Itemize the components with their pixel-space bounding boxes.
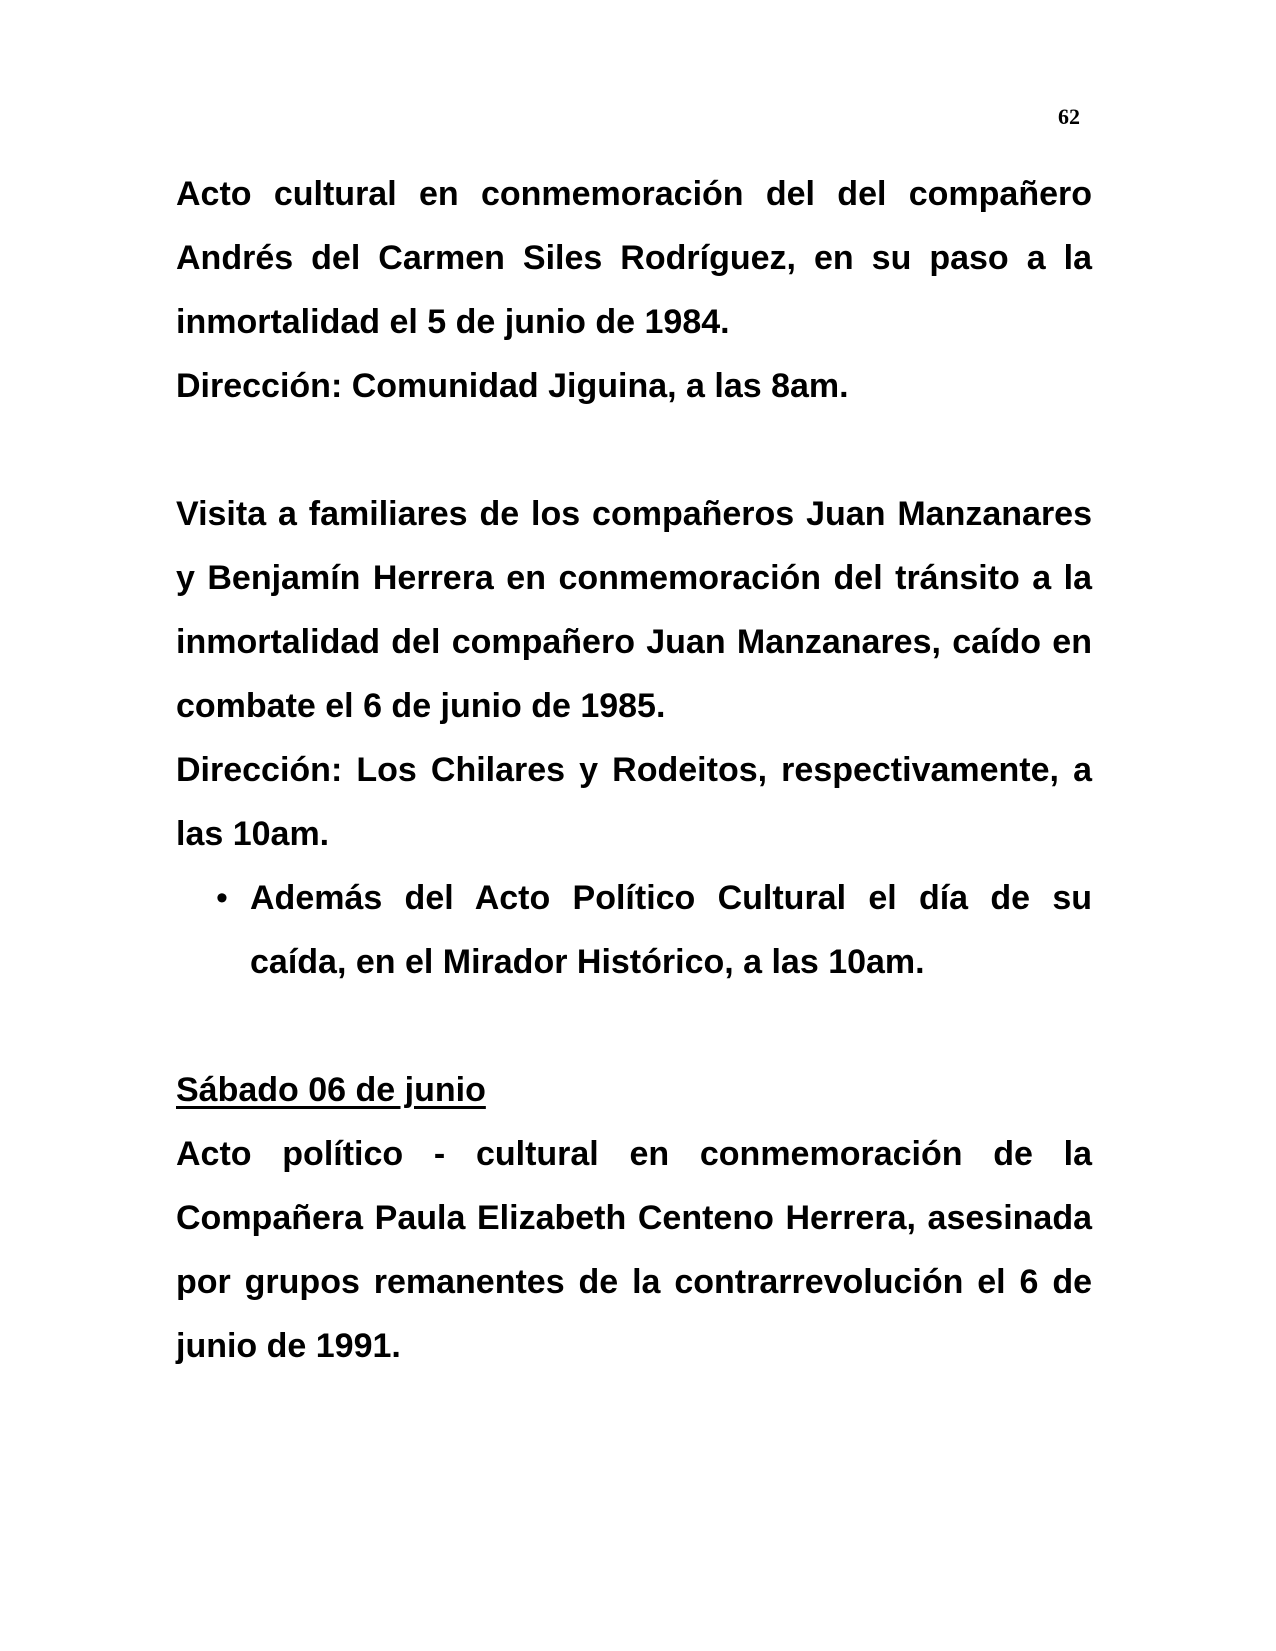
paragraph-manzanares-address: Dirección: Los Chilares y Rodeitos, respectivamente, a las 10am. (176, 751, 1092, 853)
paragraph-gap (176, 994, 1092, 1058)
paragraph-gap (176, 418, 1092, 482)
paragraph-siles-address: Dirección: Comunidad Jiguina, a las 8am. (176, 367, 849, 405)
paragraph-manzanares-visit: Visita a familiares de los compañeros Juan Manzanares y Benjamín Herrera en conmemoración del tránsito a la inmortalidad del compañero Juan Manzanares, caído en combate el 6 de junio de 1985. (176, 495, 1092, 725)
paragraph-centeno-event: Acto político - cultural en conmemoración de la Compañera Paula Elizabeth Centeno Herrera, asesinada por grupos remanentes de la contrarrevolución el 6 de junio de 1991. (176, 1135, 1092, 1365)
bullet-list (176, 866, 1092, 994)
bullet-text: Además del Acto Político Cultural el día de su caída, en el Mirador Histórico, a las 10am. (250, 879, 1092, 981)
page-content (176, 162, 1092, 1378)
section-heading-saturday: Sábado 06 de junio (176, 1071, 486, 1109)
list-item (176, 866, 1092, 994)
page-number: 62 (1058, 104, 1080, 129)
paragraph-siles-event: Acto cultural en conmemoración del del compañero Andrés del Carmen Siles Rodríguez, en su paso a la inmortalidad el 5 de junio de 1984. (176, 175, 1092, 341)
bullet-icon: • (216, 879, 228, 917)
